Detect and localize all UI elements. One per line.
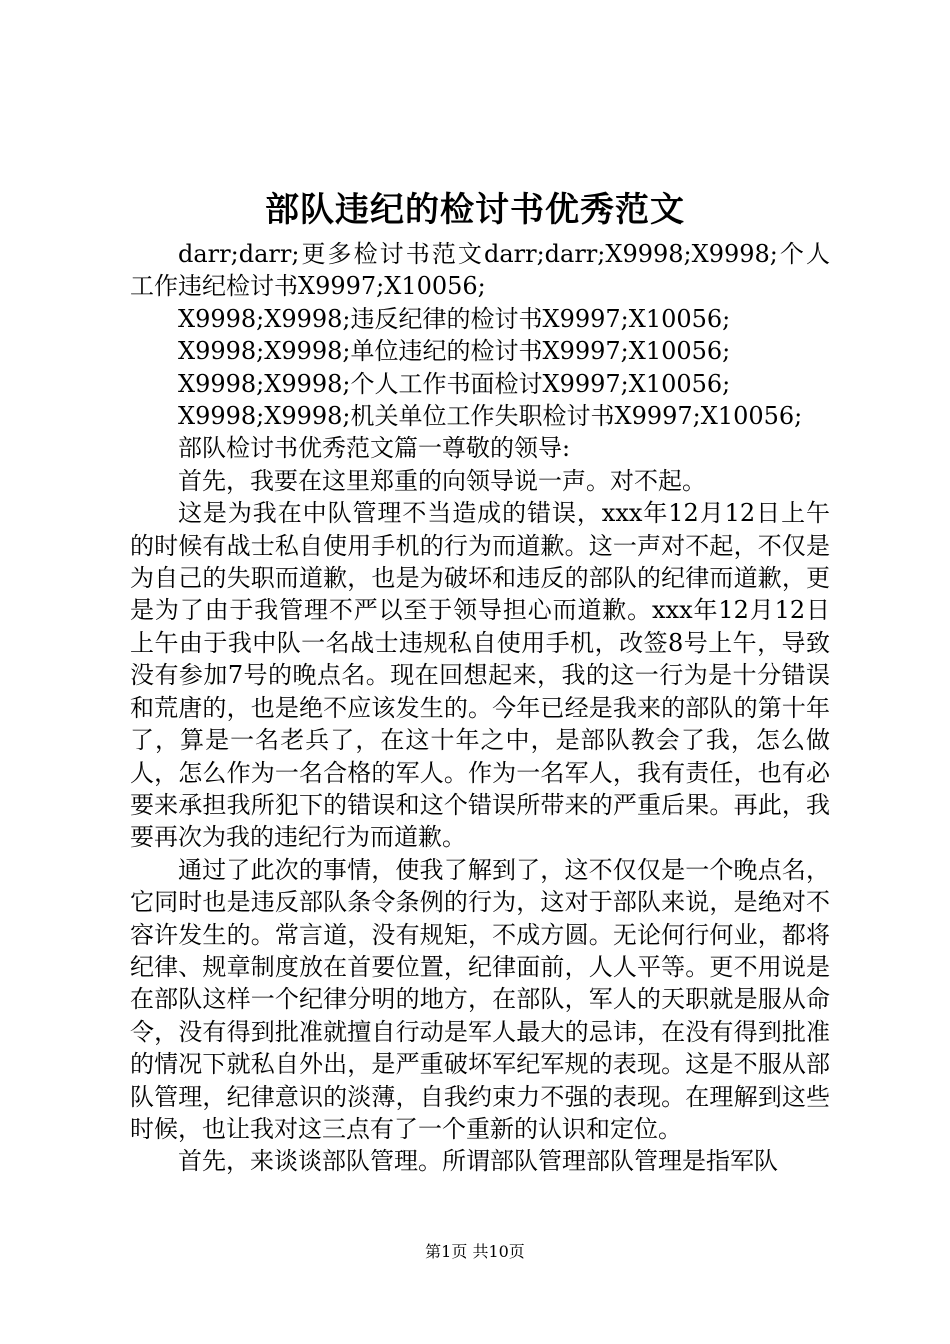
document-body [130,238,830,1178]
paragraph: 首先，我要在这里郑重的向领导说一声。对不起。 [178,466,706,495]
document-title: 部队违纪的检讨书优秀范文 [265,190,685,230]
page-footer: 第1页 共10页 [425,1242,525,1261]
paragraph: 这是为我在中队管理不当造成的错误，xxx年12月12日上午的时候有战士私自使用手机的行为而道歉。这一声对不起，不仅是为自己的失职而道歉，也是为破坏和违反的部队的纪律而道歉，更是为了由于我管理不严以至于领导担心而道歉。xxx年12月12日上午由于我中队一名战士违规私自使用手机，改签8号上午，导致没有参加7号的晚点名。现在回想起来，我的这一行为是十分错误和荒唐的，也是绝不应该发生的。今年已经是我来的部队的第十年了，算是一名老兵了，在这十年之中，是部队教会了我，怎么做人，怎么作为一名合格的军人。作为一名军人，我有责任，也有必要来承担我所犯下的错误和这个错误所带来的严重后果。再此，我要再次为我的违纪行为而道歉。 [130,499,830,852]
paragraph: 首先，来谈谈部队管理。所谓部队管理部队管理是指军队 [178,1147,778,1176]
paragraph: X9998;X9998;个人工作书面检讨X9997;X10056; [178,369,731,398]
paragraph: X9998;X9998;单位违纪的检讨书X9997;X10056; [178,337,731,366]
paragraph: 通过了此次的事情，使我了解到了，这不仅仅是一个晚点名，它同时也是违反部队条令条例的行为，这对于部队来说，是绝对不容许发生的。常言道，没有规矩，不成方圆。无论何行何业，都将纪律、规章制度放在首要位置，纪律面前，人人平等。更不用说是在部队这样一个纪律分明的地方，在部队，军人的天职就是服从命令，没有得到批准就擅自行动是军人最大的忌讳，在没有得到批准的情况下就私自外出，是严重破坏军纪军规的表现。这是不服从部队管理，纪律意识的淡薄，自我约束力不强的表现。在理解到这些时候，也让我对这三点有了一个重新的认识和定位。 [130,855,830,1143]
paragraph: 部队检讨书优秀范文篇一尊敬的领导: [178,434,571,463]
paragraph: darr;darr;更多检讨书范文darr;darr;X9998;X9998;个人工作违纪检讨书X9997;X10056; [130,240,830,301]
paragraph: X9998;X9998;违反纪律的检讨书X9997;X10056; [178,304,731,333]
paragraph: X9998;X9998;机关单位工作失职检讨书X9997;X10056; [178,402,803,431]
